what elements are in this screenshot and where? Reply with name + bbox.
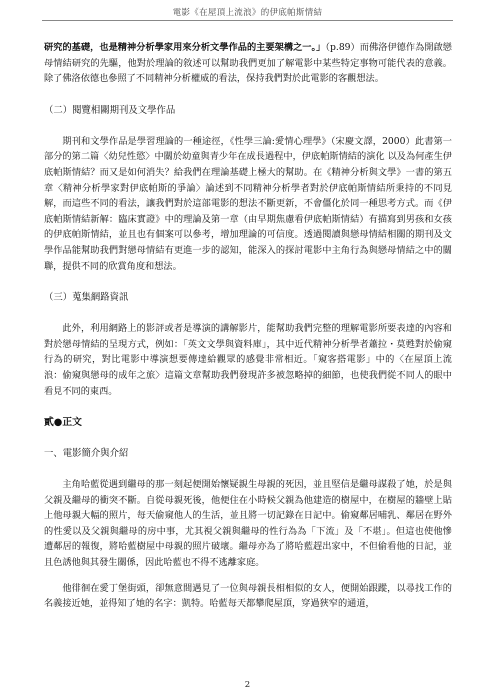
paragraph-web: 此外，利用網路上的影評或者是導演的講解影片，能幫助我們完整的理解電影所要表達的內容和對於戀母情結的呈現方式，例如：「英文文學與資料庫」，其中近代精神分析學者蕭拉・莫甦對於偷窺行為的研究，對比電影中導演想要傳達給觀眾的感覺非常相近。「窺客搭電影」中的〈在屋頂上流浪：偷窺與戀母的成年之旅〉這篇文章幫助我們發現許多被忽略掉的細節，也使我們從不同人的眼中看見不同的東西。 [44, 323, 452, 397]
intro-bold-text: 研究的基礎，也是精神分析學家用來分析文學作品的主要架構之一。」 [44, 42, 326, 53]
paragraph-synopsis: 主角哈藍從遇到繼母的那一刻起便開始懷疑親生母親的死因，並且堅信是繼母謀殺了她，於是與父親及繼母的衝突不斷。自從母親死後，他便住在小時候父親為他建造的樹屋中，在樹屋的牆壁上貼上他母親大幅的照片，每天偷窺他人的生活，並且將一切記錄在日記中。偷窺鄰居哺乳、鄰居在野外的性愛以及父親與繼母的房中事，尤其視父親與繼母的性行為為「下流」及「不堪」。但這也使他慘遭鄰居的報復，將哈藍樹屋中母親的照片破壞。繼母亦為了將哈藍趕出家中，不但偷看他的日記，並且色誘他與其發生關係，因此哈藍也不得不逃離家庭。 [44, 479, 452, 569]
running-header: 電影《在屋頂上流浪》的伊底帕斯情結 [172, 8, 323, 18]
paragraph-synopsis-cont: 他徘徊在愛丁堡街頭，卻無意間遇見了一位與母親長相相似的女人，便開始跟蹤，以尋找工作的名義接近她，並得知了她的名字：凱特。哈藍每天都攀爬屋頂，穿過狹窄的通道， [44, 582, 452, 610]
paragraph-intro [44, 40, 452, 87]
subheading-film-intro: 一、電影簡介與介紹 [44, 448, 129, 460]
subheading-web: （三）蒐集網路資訊 [44, 292, 129, 304]
header-divider [42, 20, 453, 21]
intro-text: （p.89）而佛洛伊德作為開啟戀母情結研究的先驅，他對於理論的敘述可以幫助我們更加了解電影中某些特定事物可能代表的意義。除了佛洛依德也參照了不同精神分析權威的看法，保持我們對於此電影的客觀想法。 [44, 42, 452, 85]
page-number: 2 [244, 680, 251, 690]
paragraph-journals: 期刊和文學作品是學習理論的一種途徑，《性學三論:愛情心理學》（宋慶文譯，2000）此書第一部分的第二篇〈幼兒性慾〉中關於幼童與青少年在成長過程中，伊底帕斯情結的演化 以及為何產生伊底帕斯情結？而又是如何消失？給我們在理論基礎上極大的幫助。在《精神分析與文學》一書的第五章〈精神分析學家對伊底帕斯的爭論〉論述到不同精神分析學者對於伊底帕斯情結所秉持的不同見解，而這些不同的看法，讓我們對於這部電影的想法不斷更新，不會僵化於同一種思考方式。而《伊底帕斯情結新解：臨床實證》中的理論及第一章（由早期焦慮看伊底帕斯情結）有描寫到男孩和女孩的伊底帕斯情結，並且也有個案可以參考，增加理論的可信度。透過閱讀與戀母情結相關的期刊及文學作品能幫助我們對戀母情結有更進一步的認知，能深入的探討電影中主角行為與戀母情結之中的關聯，提供不同的欣賞角度和想法。 [44, 135, 452, 272]
subheading-journals: （二）閱覽相關期刊及文學作品 [44, 104, 176, 116]
section-title-main: 貳●正文 [44, 417, 82, 429]
page-content [44, 40, 452, 612]
